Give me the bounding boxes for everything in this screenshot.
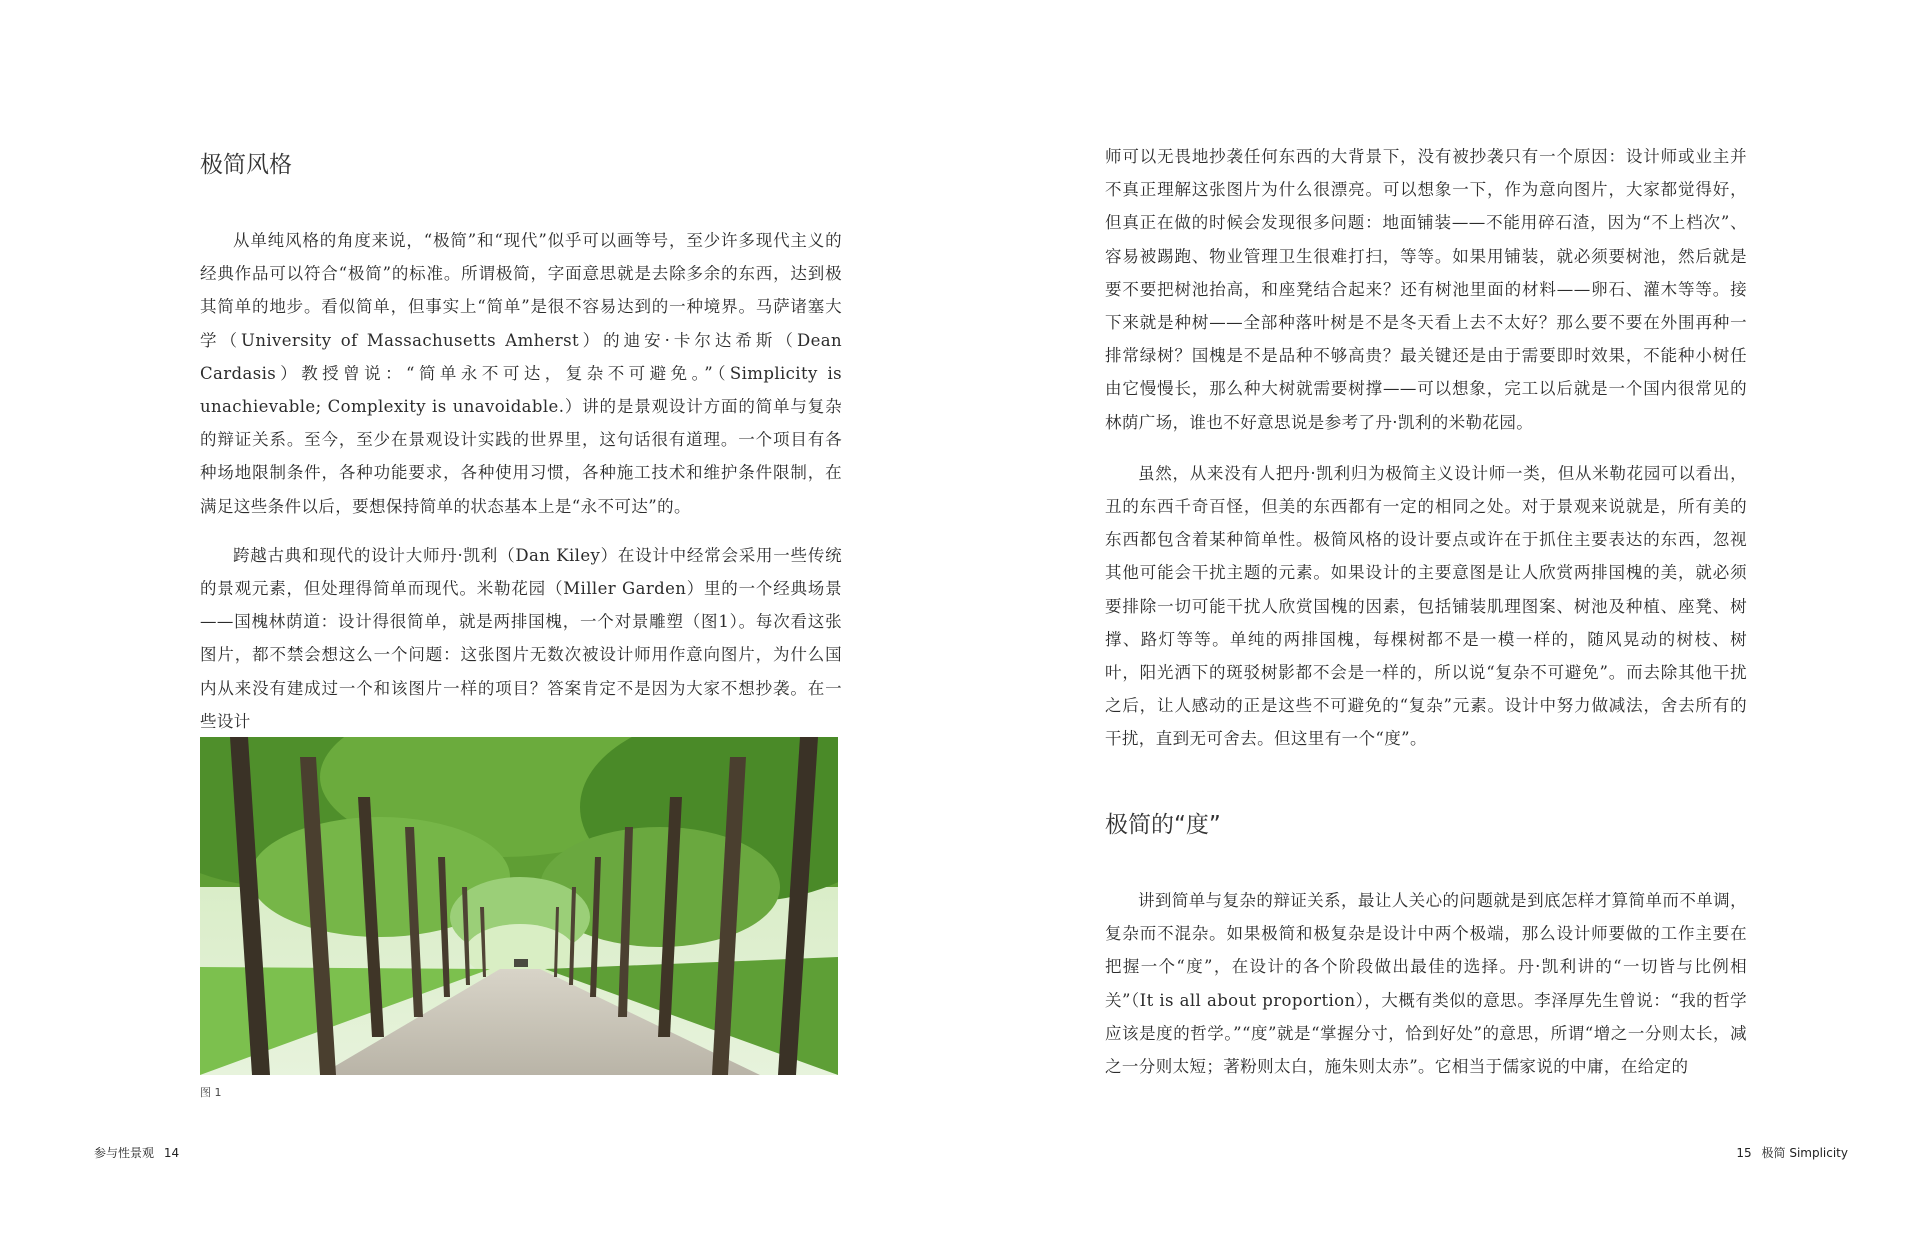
paragraph: 虽然，从来没有人把丹·凯利归为极简主义设计师一类，但从米勒花园可以看出，丑的东西千奇百怪，但美的东西都有一定的相同之处。对于景观来说就是，所有美的东西都包含着某种简单性。极简风格的设计要点或许在于抓住主要表达的东西，忽视其他可能会干扰主题的元素。如果设计的主要意图是让人欣赏两排国槐的美，就必须要排除一切可能干扰人欣赏国槐的因素，包括铺装肌理图案、树池及种植、座凳、树撑、路灯等等。单纯的两排国槐，每棵树都不是一模一样的，随风晃动的树枝、树叶，阳光洒下的斑驳树影都不会是一样的，所以说“复杂不可避免”。而去除其他干扰之后，让人感动的正是这些不可避免的“复杂”元素。设计中努力做减法，舍去所有的干扰，直到无可舍去。但这里有一个“度”。 bbox=[1105, 463, 1747, 749]
body-text-column bbox=[200, 224, 842, 738]
paragraph: 师可以无畏地抄袭任何东西的大背景下，没有被抄袭只有一个原因：设计师或业主并不真正理解这张图片为什么很漂亮。可以想象一下，作为意向图片，大家都觉得好，但真正在做的时候会发现很多问题：地面铺装——不能用碎石渣，因为“不上档次”、容易被踢跑、物业管理卫生很难打扫，等等。如果用铺装，就必须要树池，然后就是要不要把树池抬高，和座凳结合起来？还有树池里面的材料——卵石、灌木等等。接下来就是种树——全部种落叶树是不是冬天看上去不太好？那么要不要在外围再种一排常绿树？国槐是不是品种不够高贵？最关键还是由于需要即时效果，不能种小树任由它慢慢长，那么种大树就需要树撑——可以想象，完工以后就是一个国内很常见的林荫广场，谁也不好意思说是参考了丹·凯利的米勒花园。 bbox=[1105, 147, 1747, 432]
running-title: 参与性景观 bbox=[94, 1146, 155, 1160]
section-heading: 极简风格 bbox=[200, 152, 292, 178]
paragraph: 从单纯风格的角度来说，“极简”和“现代”似乎可以画等号，至少许多现代主义的经典作品可以符合“极简”的标准。所谓极简，字面意思就是去除多余的东西，达到极其简单的地步。看似简单，但事实上“简单”是很不容易达到的一种境界。马萨诸塞大学（University of Massachusetts Amherst）的迪安·卡尔达希斯（Dean Cardasis）教授曾说：“简单永不可达，复杂不可避免。”（Simplicity is unachievable; Complexity is unavoidable.）讲的是景观设计方面的简单与复杂的辩证关系。至今，至少在景观设计实践的世界里，这句话很有道理。一个项目有各种场地限制条件，各种功能要求，各种使用习惯，各种施工技术和维护条件限制，在满足这些条件以后，要想保持简单的状态基本上是“永不可达”的。 bbox=[200, 231, 842, 516]
body-text-column bbox=[1105, 140, 1747, 756]
page-footer bbox=[94, 1144, 185, 1161]
paragraph: 讲到简单与复杂的辩证关系，最让人关心的问题就是到底怎样才算简单而不单调，复杂而不混杂。如果极简和极复杂是设计中两个极端，那么设计师要做的工作主要在把握一个“度”，在设计的各个阶段做出最佳的选择。丹·凯利讲的“一切皆与比例相关”（It is all about proportion），大概有类似的意思。李泽厚先生曾说：“我的哲学应该是度的哲学。”“度”就是“掌握分寸，恰到好处”的意思，所谓“增之一分则太长，减之一分则太短；著粉则太白，施朱则太赤”。它相当于儒家说的中庸，在给定的 bbox=[1105, 891, 1747, 1077]
page-number: 14 bbox=[163, 1146, 180, 1160]
paragraph: 跨越古典和现代的设计大师丹·凯利（Dan Kiley）在设计中经常会采用一些传统的景观元素，但处理得简单而现代。米勒花园（Miller Garden）里的一个经典场景——国槐林荫道：设计得很简单，就是两排国槐，一个对景雕塑（图1）。每次看这张图片，都不禁会想这么一个问题：这张图片无数次被设计师用作意向图片，为什么国内从来没有建成过一个和该图片一样的项目？答案肯定不是因为大家不想抄袭。在一些设计 bbox=[200, 545, 842, 731]
figure-tree-avenue-photo bbox=[200, 737, 838, 1075]
page-footer bbox=[1730, 1144, 1848, 1161]
figure-caption: 图 1 bbox=[200, 1086, 222, 1099]
right-page bbox=[960, 0, 1920, 1238]
running-title-en: Simplicity bbox=[1789, 1146, 1848, 1160]
section-heading: 极简的“度” bbox=[1105, 812, 1221, 838]
body-text-column bbox=[1105, 884, 1747, 1083]
page-number: 15 bbox=[1736, 1146, 1752, 1160]
running-title: 极简 bbox=[1761, 1146, 1786, 1160]
